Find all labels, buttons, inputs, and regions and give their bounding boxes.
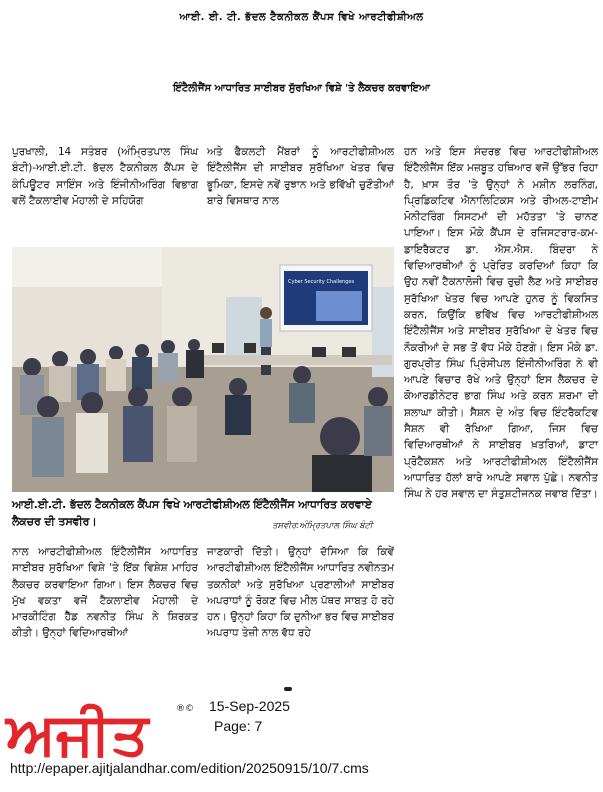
article-column-2-top — [207, 144, 394, 209]
article-paragraph: ਅਤੇ ਫੈਕਲਟੀ ਮੈਂਬਰਾਂ ਨੂੰ ਆਰਟੀਫੀਸ਼ੀਅਲ ਇੰਟੈਲੀਜੈਂਸ ਦੀ ਸਾਈਬਰ ਸੁਰੱਖਿਆ ਖੇਤਰ ਵਿਚ ਭੂਮਿਕਾ, ਇਸਦੇ ਨਵੇਂ ਰੁਝਾਨ ਅਤੇ ਭਵਿੱਖੀ ਚੁਣੌਤੀਆਂ ਬਾਰੇ ਵਿਸਥਾਰ ਨਾਲ — [207, 146, 394, 207]
lecture-photo — [12, 247, 394, 492]
ajit-logo — [4, 698, 180, 764]
article-paragraph: ਨਾਲ ਆਰਟੀਫੀਸ਼ੀਅਲ ਇੰਟੈਲੀਜੈਂਸ ਆਧਾਰਿਤ ਸਾਈਬਰ ਸੁਰੱਖਿਆ ਵਿਸ਼ੇ 'ਤੇ ਇੱਕ ਵਿਸ਼ੇਸ਼ ਮਾਹਿਰ ਲੈਕਚਰ ਕਰਵਾਇਆ ਗਿਆ। ਇਸ ਲੈਕਚਰ ਵਿਚ ਮੁੱਖ ਵਕਤਾ ਵਜੋਂ ਟੈਕਲਾਈਵ ਮੋਹਾਲੀ ਦੇ ਮਾਰਕੀਟਿੰਗ ਹੈੱਡ ਨਵਨੀਤ ਸਿੰਘ ਨੇ ਸ਼ਿਰਕਤ ਕੀਤੀ। ਉਨ੍ਹਾਂ ਵਿਦਿਆਰਥੀਆਂ — [12, 546, 198, 640]
registered-mark: ®© — [176, 704, 194, 714]
headline-line-2: ਇੰਟੈਲੀਜੈਂਸ ਆਧਾਰਿਤ ਸਾਈਬਰ ਸੁੱਰਖਿਆ ਵਿਸ਼ੇ 'ਤੇ ਲੈਕਚਰ ਕਰਵਾਇਆ — [173, 83, 430, 94]
ajit-logo-graphic — [4, 698, 180, 764]
article-paragraph: ਹਨ ਅਤੇ ਇਸ ਸੰਦਰਭ ਵਿਚ ਆਰਟੀਫੀਸ਼ੀਅਲ ਇੰਟੈਲੀਜੈਂਸ ਇੱਕ ਮਜ਼ਬੂਤ ਹਥਿਆਰ ਵਜੋਂ ਉੱਭਰ ਰਿਹਾ ਹੈ, ਖ਼ਾਸ ਤੌਰ 'ਤੇ ਉਨ੍ਹਾਂ ਨੇ ਮਸ਼ੀਨ ਲਰਨਿੰਗ, ਪ੍ਰਿਡਿਕਟਿਵ ਐਨਾਲਿਟਿਕਸ ਅਤੇ ਰੀਅਲ-ਟਾਈਮ ਮੋਨੀਟਰਿੰਗ ਸਿਸਟਮਾਂ ਦੀ ਮਹੱਤਤਾ 'ਤੇ ਚਾਨਣ ਪਾਇਆ। ਇਸ ਮੌਕੇ ਕੈਂਪਸ ਦੇ ਰਜਿਸਟਰਾਰ-ਕਮ-ਡਾਇਰੈਕਟਰ ਡਾ. ਐਸ.ਐਸ. ਬਿੰਦਰਾ ਨੇ ਵਿਦਿਆਰਥੀਆਂ ਨੂੰ ਪ੍ਰੇਰਿਤ ਕਰਦਿਆਂ ਕਿਹਾ ਕਿ ਉਹ ਨਵੀਂ ਟੈਕਨਾਲੋਜੀ ਵਿਚ ਰੁਚੀ ਲੈਣ ਅਤੇ ਸਾਈਬਰ ਸੁਰੱਖਿਆ ਖੇਤਰ ਵਿਚ ਆਪਣੇ ਹੁਨਰ ਨੂੰ ਵਿਕਸਿਤ ਕਰਨ, ਕਿਉਂਕਿ ਭਵਿੱਖ ਵਿਚ ਆਰਟੀਫੀਸ਼ੀਅਲ ਇੰਟੈਲੀਜੈਂਸ ਅਤੇ ਸਾਈਬਰ ਸੁਰੱਖਿਆ ਦੇ ਖੇਤਰ ਵਿਚ ਨੌਕਰੀਆਂ ਦੇ ਸਭ ਤੋਂ ਵੱਧ ਮੌਕੇ ਹੋਣਗੇ। ਇਸ ਮੌਕੇ ਡਾ. ਗੁਰਪ੍ਰੀਤ ਸਿੰਘ ਪ੍ਰਿੰਸੀਪਲ ਇੰਜੀਨੀਅਰਿੰਗ ਨੇ ਵੀ ਆਪਣੇ ਵਿਚਾਰ ਰੱਖੇ ਅਤੇ ਉਨ੍ਹਾਂ ਇਸ ਲੈਕਚਰ ਦੇ ਕੋਆਰਡੀਨੇਟਰ ਭਾਗ ਸਿੰਘ ਅਤੇ ਕਰਨ ਸ਼ਰਮਾ ਦੀ ਸ਼ਲਾਘਾ ਕੀਤੀ। ਸੈਸ਼ਨ ਦੇ ਅੰਤ ਵਿਚ ਇੰਟਰੈਕਟਿਵ ਸੈਸ਼ਨ ਵੀ ਰੱਖਿਆ ਗਿਆ, ਜਿਸ ਵਿਚ ਵਿਦਿਆਰਥੀਆਂ ਨੇ ਸਾਈਬਰ ਖ਼ਤਰਿਆਂ, ਡਾਟਾ ਪ੍ਰੋਟੈਕਸ਼ਨ ਅਤੇ ਆਰਟੀਫੀਸ਼ੀਅਲ ਇੰਟੈਲੀਜੈਂਸ ਆਧਾਰਿਤ ਹੱਲਾਂ ਬਾਰੇ ਆਪਣੇ ਸਵਾਲ ਪੁੱਛੇ। ਨਵਨੀਤ ਸਿੰਘ ਨੇ ਹਰ ਸਵਾਲ ਦਾ ਸੰਤੁਸ਼ਟੀਜਨਕ ਜਵਾਬ ਦਿੱਤਾ। — [404, 146, 598, 501]
classroom-illustration — [12, 247, 394, 492]
headline-line-1: ਆਈ. ਈ. ਟੀ. ਭੱਦਲ ਟੈਕਨੀਕਲ ਕੈਂਪਸ ਵਿਖੇ ਆਰਟੀਫੀਸ਼ੀਅਲ — [179, 12, 424, 23]
article-column-1-top — [12, 144, 198, 209]
edition-url[interactable]: http://epaper.ajitjalandhar.com/edition/20250915/10/7.cms — [10, 760, 369, 776]
photo-caption: ਆਈ.ਈ.ਟੀ. ਭੱਦਲ ਟੈਕਨੀਕਲ ਕੈਂਪਸ ਵਿਖੇ ਆਰਟੀਫੀਸ਼ੀਅਲ ਇੰਟੈਲੀਜੈਂਸ ਆਧਾਰਿਤ ਕਰਵਾਏ ਲੈਕਚਰ ਦੀ ਤਸਵੀਰ। — [12, 498, 372, 528]
article-paragraph: ਪੁਰਖਾਲੀ, 14 ਸਤੰਬਰ (ਅੰਮ੍ਰਿਤਪਾਲ ਸਿੰਘ ਬੰਟੀ)-ਆਈ.ਈ.ਟੀ. ਭੱਦਲ ਟੈਕਨੀਕਲ ਕੈਂਪਸ ਦੇ ਕੰਪਿਊਟਰ ਸਾਇੰਸ ਅਤੇ ਇੰਜੀਨੀਅਰਿੰਗ ਵਿਭਾਗ ਵਲੋਂ ਟੈਕਲਾਈਵ ਮੋਹਾਲੀ ਦੇ ਸਹਿਯੋਗ — [12, 146, 198, 207]
screen-title: Cyber Security Challenges — [288, 279, 355, 285]
article-column-1-bottom — [12, 544, 198, 642]
separator-mark — [284, 687, 292, 691]
edition-date: 15-Sep-2025 — [209, 698, 290, 714]
article-column-3 — [404, 144, 598, 503]
article-column-2-bottom — [207, 544, 394, 642]
article-paragraph: ਜਾਣਕਾਰੀ ਦਿੱਤੀ। ਉਨ੍ਹਾਂ ਦੱਸਿਆ ਕਿ ਕਿਵੇਂ ਆਰਟੀਫੀਸ਼ੀਅਲ ਇੰਟੈਲੀਜੈਂਸ ਆਧਾਰਿਤ ਨਵੀਨਤਮ ਤਕਨੀਕਾਂ ਅਤੇ ਸੁਰੱਖਿਆ ਪ੍ਰਣਾਲੀਆਂ ਸਾਈਬਰ ਅਪਰਾਧਾਂ ਨੂੰ ਰੋਕਣ ਵਿਚ ਮੀਲ ਪੱਥਰ ਸਾਬਤ ਹੋ ਰਹੇ ਹਨ। ਉਨ੍ਹਾਂ ਕਿਹਾ ਕਿ ਦੁਨੀਆ ਭਰ ਵਿਚ ਸਾਈਬਰ ਅਪਰਾਧ ਤੇਜ਼ੀ ਨਾਲ ਵੱਧ ਰਹੇ — [207, 546, 394, 640]
page-number: Page: 7 — [214, 718, 263, 734]
photo-credit: ਤਸਵੀਰ:ਅੰਮ੍ਰਿਤਪਾਲ ਸਿੰਘ ਬੰਟੀ — [272, 521, 373, 531]
logo-wordmark: ਅਜੀਤ — [6, 700, 149, 764]
